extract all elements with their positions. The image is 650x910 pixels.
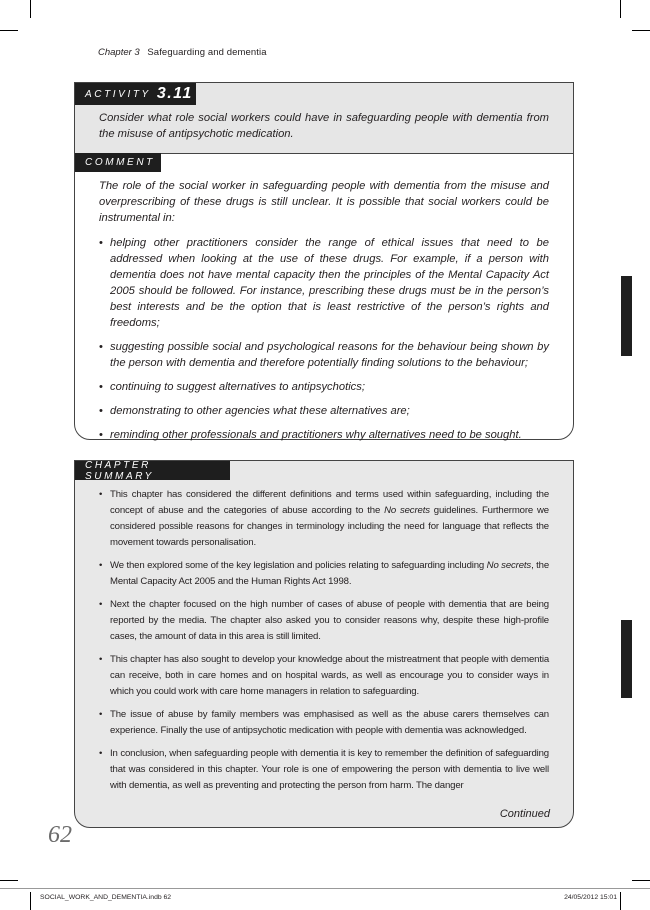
crop-mark [620,892,621,910]
comment-intro: The role of the social worker in safeguarding people with dementia from the misuse and overprescribing of these drugs is still unclear. It is possible that social workers could be instrumental in: [99,180,549,224]
crop-mark [0,880,18,881]
comment-bullet: • demonstrating to other agencies what these alternatives are; [99,403,549,419]
comment-bullet-list [99,235,549,451]
comment-bullet: • continuing to suggest alternatives to antipsychotics; [99,379,549,395]
summary-bullet-italic: No secrets [384,505,430,516]
continued-note: Continued [499,808,550,820]
running-head-title: Safeguarding and dementia [147,47,267,58]
summary-bullet-italic: No secrets [486,560,532,571]
summary-bullet-text: Next the chapter focused on the high number of cases of abuse of people with dementia that are being reported by the media. The chapter also asked you to consider reasons why, despite these high-profile cases, the amount of data in this area is still limited. [110,599,549,642]
summary-bullet-text: The issue of abuse by family members was emphasised as well as the abuse carers themselves can experience. Finally the use of antipsychotic medication with people with dementia was acknowledged. [110,709,549,736]
comment-label [75,153,161,172]
summary-bullet [99,707,549,739]
summary-bullet-text: This chapter has considered the different definitions and terms used within safeguarding, including the concept of abuse and the categories of abuse according to the [110,489,549,516]
summary-label [75,461,230,480]
slug-datetime: 24/05/2012 15:01 [564,894,617,901]
summary-bullet-text: This chapter has also sought to develop your knowledge about the mistreatment that people with dementia can receive, both in care homes and on hospital wards, as well as encourage you to consider ways in which you could work with care home managers in relation to safeguarding. [110,654,549,697]
summary-bullet [99,746,549,794]
activity-prompt: Consider what role social workers could have in safeguarding people with dementia from the misuse of antipsychotic medication. [99,112,549,140]
activity-box [74,82,574,440]
summary-bullet [99,487,549,551]
thumb-tab [621,620,632,698]
crop-mark [0,30,18,31]
summary-label-text: CHAPTER SUMMARY [85,459,154,482]
activity-label [75,83,196,105]
summary-bullet-text: guidelines. Furthermore we considered possible reasons for changes in terminology including the need for language that reflects the movement towards personalisation. [110,505,549,548]
thumb-tab [621,276,632,356]
summary-bullet [99,597,549,645]
comment-bullet: • helping other practitioners consider the range of ethical issues that need to be addressed when looking at the use of these drugs. For example, if a person with dementia does not have mental capacity then the principles of the Mental Capacity Act 2005 should be followed. For instance, prescribing these drugs must be in the person’s best interests and be the option that is least restrictive of the person’s rights and freedoms; [99,235,549,331]
summary-bullet [99,652,549,700]
crop-mark [632,880,650,881]
crop-mark [30,0,31,18]
comment-bullet: • suggesting possible social and psychological reasons for the behaviour being shown by the person with dementia and therefore potentially finding solutions to the behaviour; [99,339,549,371]
summary-bullet-text: We then explored some of the key legislation and policies relating to safeguarding including [110,560,487,571]
page-number: 62 [48,822,72,848]
crop-mark [30,892,31,910]
crop-mark [632,30,650,31]
running-head-chapter: Chapter 3 [98,47,140,58]
summary-bullet-text: In conclusion, when safeguarding people with dementia it is key to remember the definition of safeguarding that was considered in this chapter. Your role is one of empowering the person with dementia to live well with dementia, as well as preventing and protecting the person from harm. The danger [110,748,549,791]
running-head [98,47,267,58]
summary-bullet-list [99,487,549,801]
summary-bullet [99,558,549,590]
chapter-summary-box [74,460,574,828]
comment-bullet: • reminding other professionals and practitioners why alternatives need to be sought. [99,427,549,443]
crop-mark [620,0,621,18]
activity-number: 3.11 [156,85,193,102]
summary-bullet-text: , the Mental Capacity Act 2005 and the Human Rights Act 1998. [110,560,550,587]
activity-label-text: ACTIVITY [85,88,151,100]
comment-label-text: COMMENT [85,157,155,168]
slug-file: SOCIAL_WORK_AND_DEMENTIA.indb 62 [40,894,172,901]
crop-mark [0,888,650,889]
